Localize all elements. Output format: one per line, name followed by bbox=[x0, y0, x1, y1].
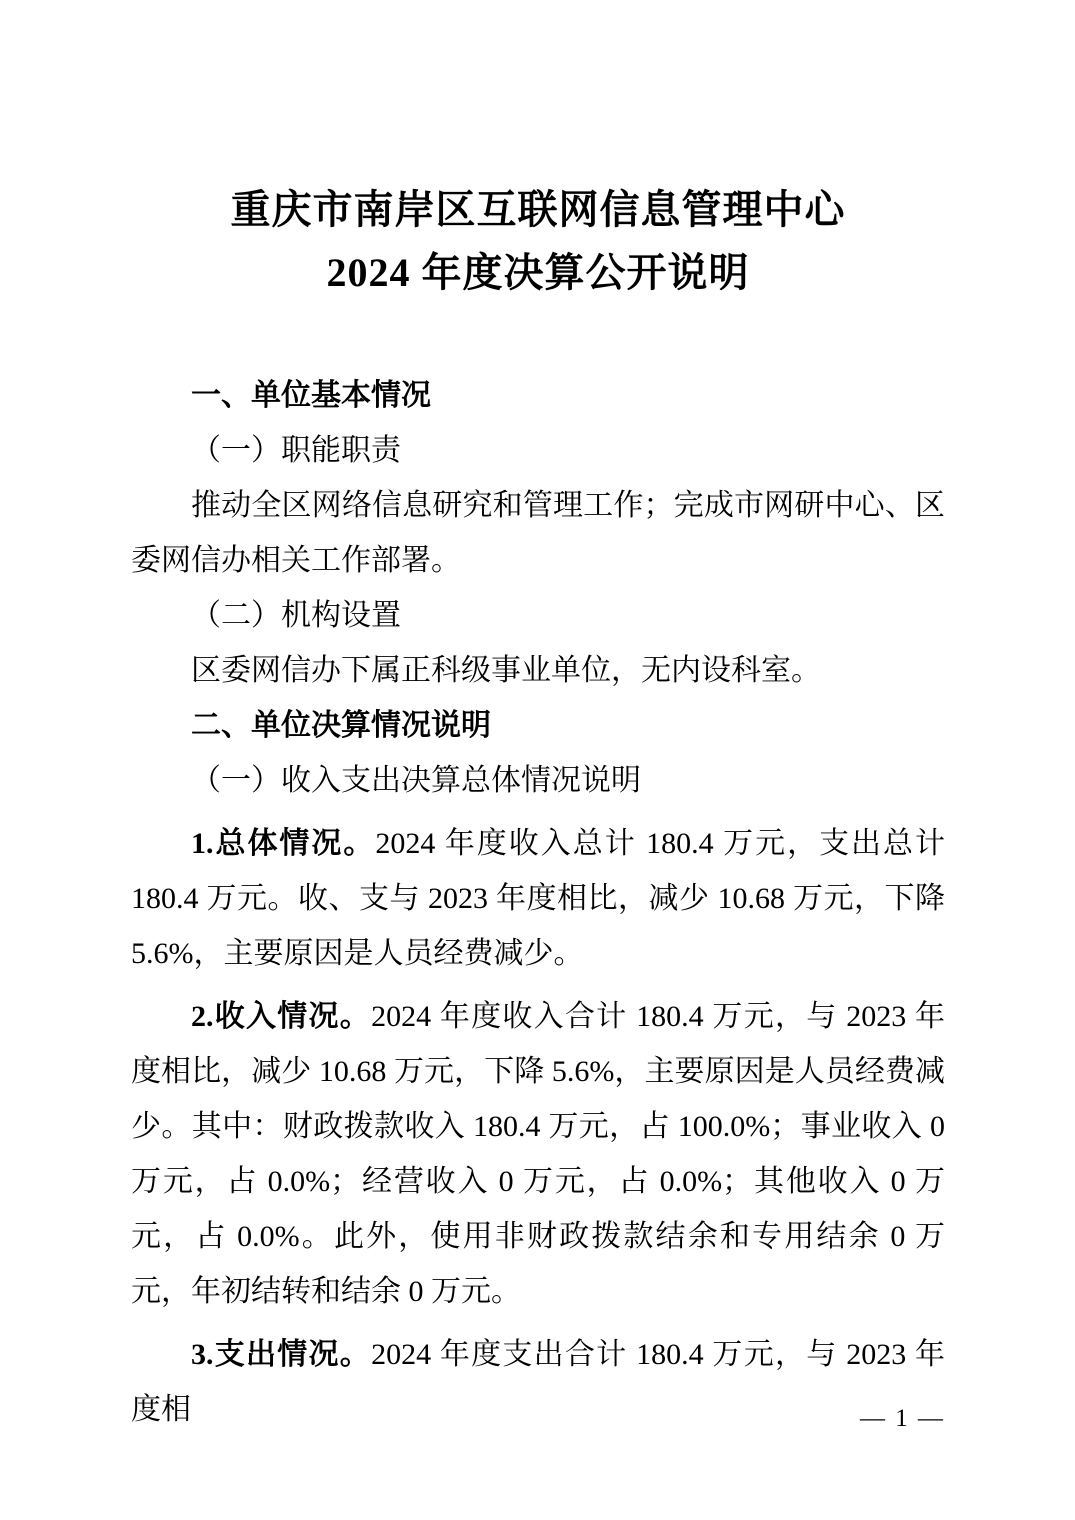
paragraph-expenditure-lead: 3.支出情况。 bbox=[191, 1338, 372, 1371]
paragraph-income-text: 2024 年度收入合计 180.4 万元，与 2023 年度相比，减少 10.68 万元，下降 5.6%，主要原因是人员经费减少。其中：财政拨款收入 180.4 万元，占 100.0%；事业收入 0 万元，占 0.0%；经营收入 0 万元，占 0.0%；其他收入 0 万元，占 0.0%。此外，使用非财政拨款结余和专用结余 0 万元，年初结转和结余 0 万元。 bbox=[131, 1000, 946, 1308]
paragraph-expenditure-text: 2024 年度支出合计 180.4 万元，与 2023 年度相 bbox=[131, 1338, 946, 1426]
paragraph-overall-text: 2024 年度收入总计 180.4 万元，支出总计 180.4 万元。收、支与 2023 年度相比，减少 10.68 万元，下降 5.6%，主要原因是人员经费减少。 bbox=[131, 827, 946, 970]
subsection-heading-overview: （一）收入支出决算总体情况说明 bbox=[191, 764, 641, 797]
paragraph-duties: 推动全区网络信息研究和管理工作；完成市网研中心、区委网信办相关工作部署。 bbox=[131, 489, 945, 577]
paragraph-overall-situation bbox=[131, 816, 945, 981]
paragraph-income-situation bbox=[131, 989, 945, 1319]
page-number: — 1 — bbox=[860, 1405, 945, 1432]
document-title-line-1: 重庆市南岸区互联网信息管理中心 bbox=[230, 187, 846, 232]
document-title-line-2: 2024 年度决算公开说明 bbox=[326, 250, 750, 295]
subsection-heading-organization: （二）机构设置 bbox=[191, 599, 401, 632]
section-heading-basic-info: 一、单位基本情况 bbox=[191, 379, 431, 412]
section-heading-final-accounts: 二、单位决算情况说明 bbox=[191, 709, 491, 742]
paragraph-overall-lead: 1.总体情况。 bbox=[191, 827, 376, 860]
subsection-heading-duties: （一）职能职责 bbox=[191, 434, 401, 467]
paragraph-income-lead: 2.收入情况。 bbox=[191, 1000, 372, 1033]
paragraph-expenditure-situation bbox=[131, 1327, 945, 1437]
paragraph-organization: 区委网信办下属正科级事业单位，无内设科室。 bbox=[191, 654, 821, 687]
document-title bbox=[131, 178, 945, 304]
